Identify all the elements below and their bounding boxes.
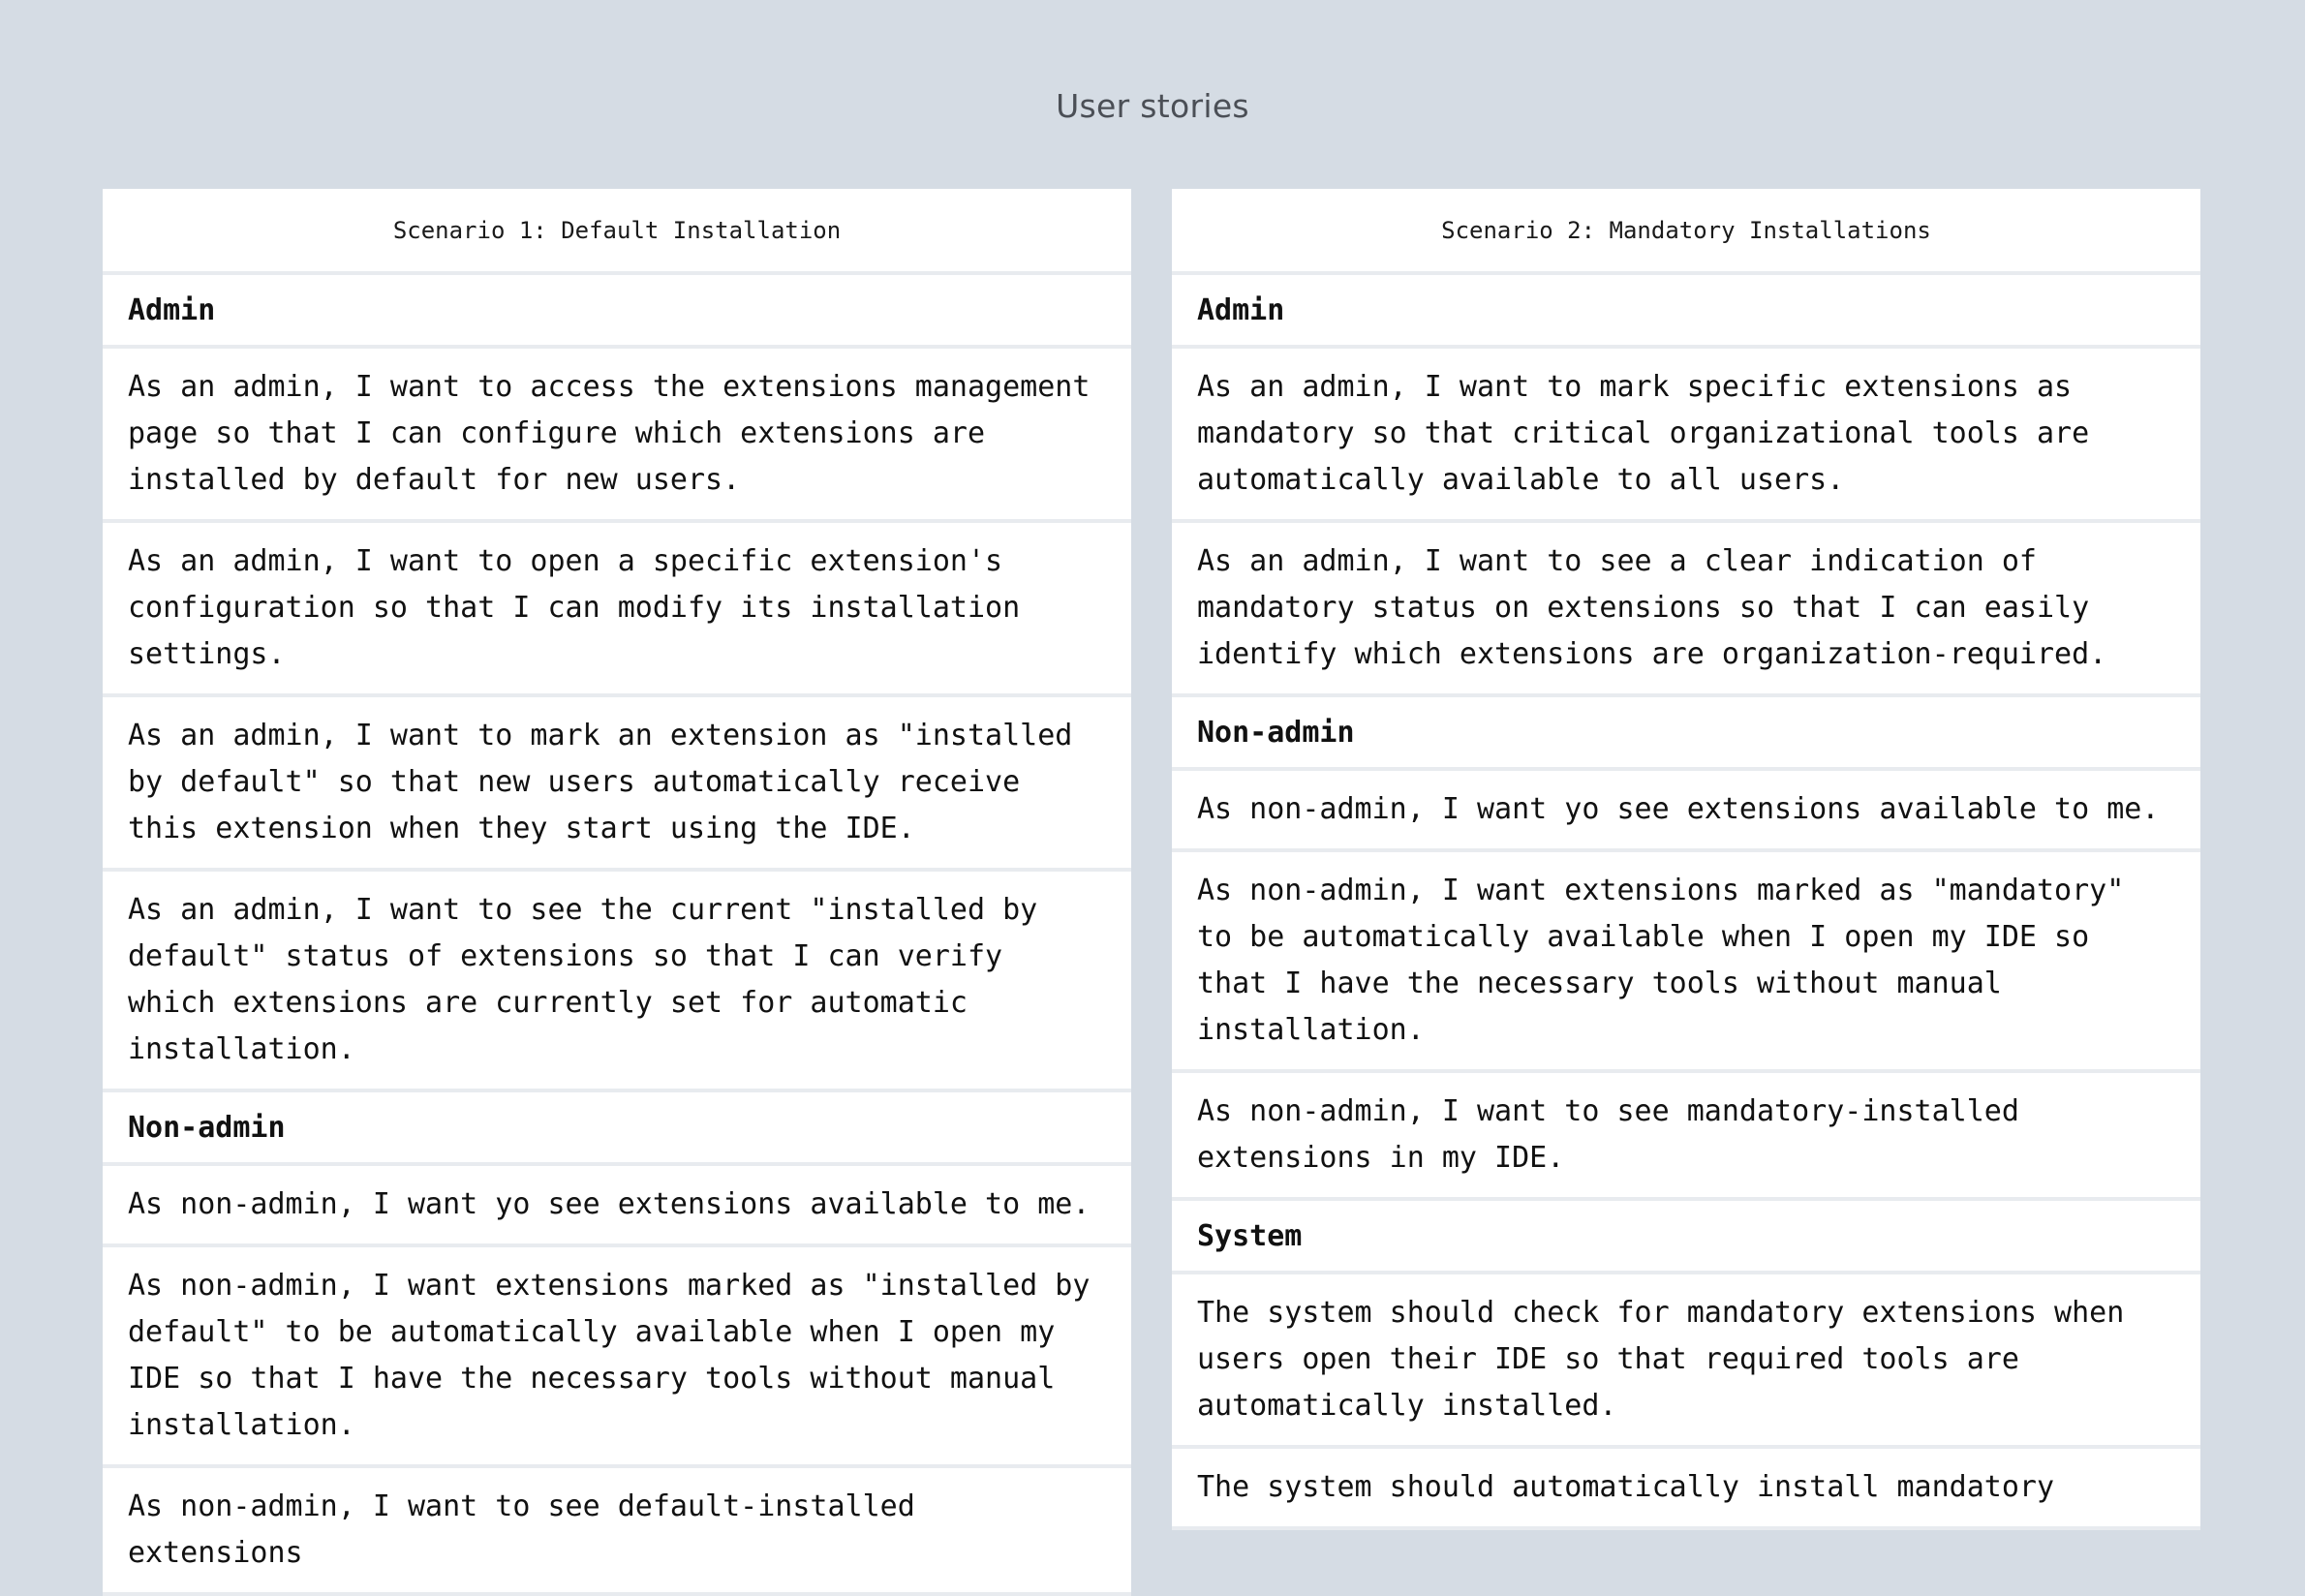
- scenario-2-card: [1172, 189, 2200, 1596]
- user-story: The system should automatically install mandatory: [1172, 1449, 2200, 1530]
- page-title: User stories: [1056, 87, 1249, 125]
- user-story: As non-admin, I want yo see extensions available to me.: [1172, 771, 2200, 852]
- scenario-1-card: [103, 189, 1131, 1596]
- user-story: As non-admin, I want to see mandatory-installed extensions in my IDE.: [1172, 1073, 2200, 1201]
- user-story: As non-admin, I want extensions marked as "mandatory" to be automatically available when I open my IDE so that I have the necessary tools without manual installation.: [1172, 852, 2200, 1073]
- user-story: As an admin, I want to mark specific extensions as mandatory so that critical organizational tools are automatically available to all users.: [1172, 349, 2200, 523]
- section-heading-non-admin: Non-admin: [103, 1092, 1131, 1166]
- user-story: The system should check for mandatory extensions when users open their IDE so that required tools are automatically installed.: [1172, 1274, 2200, 1449]
- user-story: As an admin, I want to see a clear indication of mandatory status on extensions so that I can easily identify which extensions are organization-required.: [1172, 523, 2200, 697]
- user-story: As an admin, I want to open a specific extension's configuration so that I can modify its installation settings.: [103, 523, 1131, 697]
- user-story: As non-admin, I want yo see extensions available to me.: [103, 1166, 1131, 1247]
- section-heading-system: System: [1172, 1201, 2200, 1274]
- section-heading-admin: Admin: [1172, 275, 2200, 349]
- section-heading-admin: Admin: [103, 275, 1131, 349]
- user-story: As an admin, I want to access the extensions management page so that I can configure which extensions are installed by default for new users.: [103, 349, 1131, 523]
- user-story: As an admin, I want to mark an extension as "installed by default" so that new users automatically receive this extension when they start using the IDE.: [103, 697, 1131, 872]
- scenario-1-title: Scenario 1: Default Installation: [103, 189, 1131, 275]
- user-story: As non-admin, I want extensions marked as "installed by default" to be automatically available when I open my IDE so that I have the necessary tools without manual installation.: [103, 1247, 1131, 1468]
- user-story: As an admin, I want to see the current "installed by default" status of extensions so that I can verify which extensions are currently set for automatic installation.: [103, 872, 1131, 1092]
- section-heading-non-admin: Non-admin: [1172, 697, 2200, 771]
- scenario-2-title: Scenario 2: Mandatory Installations: [1172, 189, 2200, 275]
- user-story: As non-admin, I want to see default-installed extensions: [103, 1468, 1131, 1596]
